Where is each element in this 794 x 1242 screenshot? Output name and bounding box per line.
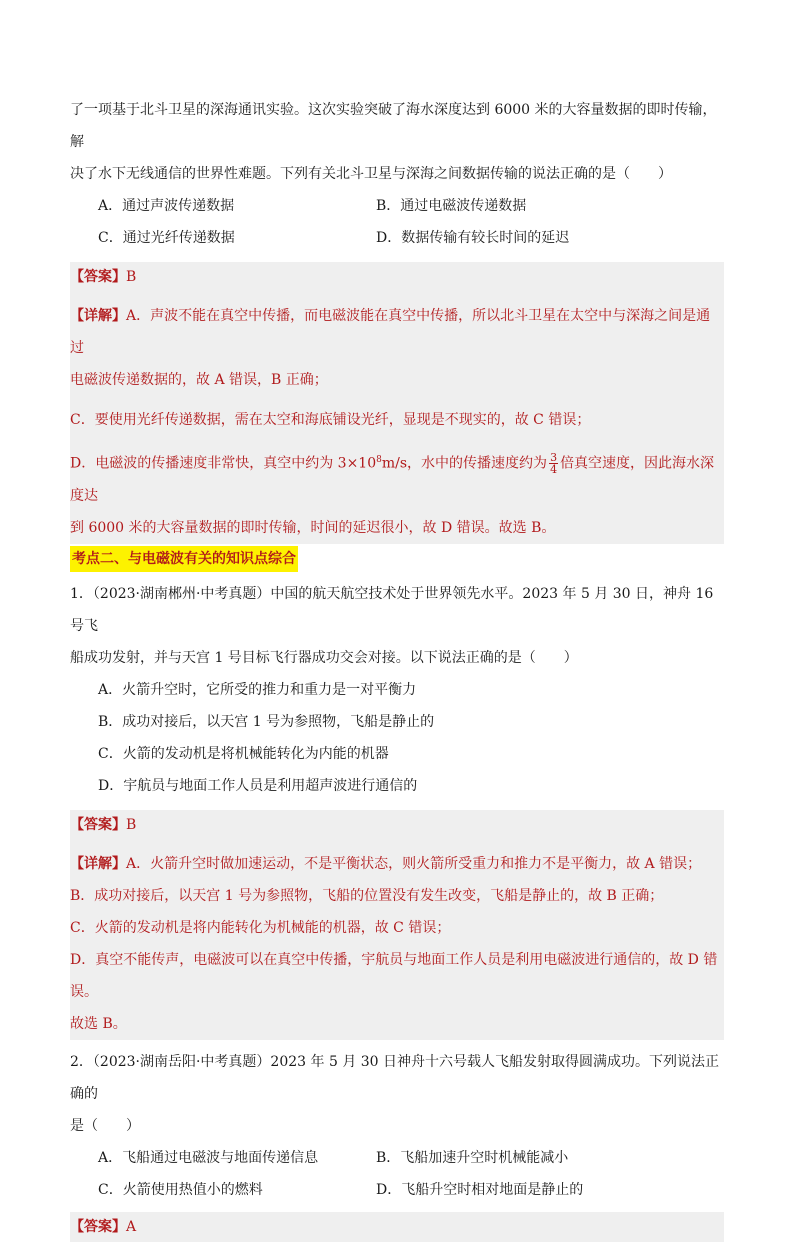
- intro-detail-a-line-1: 【详解】A．声波不能在真空中传播，而电磁波能在真空中传播，所以北斗卫星在太空中与深海之间是通过: [70, 308, 711, 356]
- q1-stem-line-2: 船成功发射，并与天宫 1 号目标飞行器成功交会对接。以下说法正确的是（ ）: [70, 649, 578, 666]
- q2-stem: [70, 1046, 724, 1142]
- intro-option-d: D．数据传输有较长时间的延迟: [376, 230, 570, 246]
- answer-value: B: [126, 816, 137, 833]
- intro-option-b: B．通过电磁波传递数据: [376, 198, 527, 214]
- intro-options-row-2: [70, 222, 724, 254]
- q1-detail-d-line-1: D．真空不能传声，电磁波可以在真空中传播，宇航员与地面工作人员是利用电磁波进行通信的，故 D 错: [70, 951, 718, 968]
- q2-stem-line-2: 是（ ）: [70, 1117, 140, 1134]
- intro-option-c: C．通过光纤传递数据: [98, 230, 235, 246]
- q2-option-a: A．飞船通过电磁波与地面传递信息: [98, 1149, 319, 1166]
- detail-tag: 【详解】: [70, 308, 126, 324]
- q1-option-row-c: [70, 738, 724, 770]
- answer-value: B: [126, 269, 137, 285]
- intro-options-row-1: [70, 190, 724, 222]
- intro-question-stem: [70, 94, 724, 190]
- intro-detail-a-line-2: 电磁波传递数据的，故 A 错误，B 正确；: [70, 372, 328, 388]
- answer-tag: 【答案】: [70, 269, 126, 285]
- intro-detail-d-line-2: 到 6000 米的大容量数据的即时传输，时间的延迟很小，故 D 错误。故选 B。: [70, 519, 556, 536]
- q1-detail-box: [70, 840, 724, 1040]
- intro-answer-box: [70, 262, 724, 292]
- q1-detail-c: C．火箭的发动机是将内能转化为机械能的机器，故 C 错误；: [70, 919, 451, 936]
- intro-stem-line-1: 了一项基于北斗卫星的深海通讯实验。这次实验突破了海水深度达到 6000 米的大容量数据的即时传输，解: [70, 102, 717, 150]
- q1-option-row-b: [70, 706, 724, 738]
- intro-stem-line-2: 决了水下无线通信的世界性难题。下列有关北斗卫星与深海之间数据传输的说法正确的是（ ）: [70, 166, 672, 182]
- intro-detail-c: C．要使用光纤传递数据，需在太空和海底铺设光纤，显现是不现实的，故 C 错误；: [70, 412, 591, 428]
- q2-options-row-2: [70, 1174, 724, 1206]
- q2-option-c: C．火箭使用热值小的燃料: [98, 1181, 263, 1198]
- detail-tag: 【详解】: [70, 855, 126, 872]
- q1-detail-b: B．成功对接后，以天宫 1 号为参照物，飞船的位置没有发生改变，飞船是静止的，故 B 正确；: [70, 887, 664, 904]
- answer-tag: 【答案】: [70, 816, 126, 833]
- q1-option-d: D．宇航员与地面工作人员是利用超声波进行通信的: [98, 777, 418, 794]
- q1-option-c: C．火箭的发动机是将机械能转化为内能的机器: [98, 745, 389, 762]
- fraction-three-quarters: $\frac{3}{4}$: [550, 451, 558, 477]
- intro-detail-d-line-1: D．电磁波的传播速度非常快，真空中约为 $3\times 10^8m/s$，水中的传播速度约为 $\frac{3}{4}$ 倍真空速度，因此海水深度达: [70, 451, 715, 504]
- q1-option-a: A．火箭升空时，它所受的推力和重力是一对平衡力: [98, 681, 417, 698]
- q2-option-d: D．飞船升空时相对地面是静止的: [376, 1181, 584, 1198]
- exponent: 8: [376, 455, 382, 465]
- q1-stem: [70, 578, 724, 674]
- q2-stem-line-1: 2．（2023·湖南岳阳·中考真题）2023 年 5 月 30 日神舟十六号载人飞船发射取得圆满成功。下列说法正确的: [70, 1053, 720, 1102]
- document-content: [70, 0, 724, 1242]
- q1-detail-d-line-2: 误。: [70, 983, 98, 1000]
- q2-option-b: B．飞船加速升空时机械能减小: [376, 1149, 569, 1166]
- q2-options-row-1: [70, 1142, 724, 1174]
- q1-option-row-a: [70, 674, 724, 706]
- q1-option-b: B．成功对接后，以天宫 1 号为参照物，飞船是静止的: [98, 713, 435, 730]
- intro-option-a: A．通过声波传递数据: [98, 198, 235, 214]
- q1-stem-line-1: 1．（2023·湖南郴州·中考真题）中国的航天航空技术处于世界领先水平。2023 年 5 月 30 日，神舟 16 号飞: [70, 585, 714, 634]
- q1-detail-a: 【详解】A．火箭升空时做加速运动，不是平衡状态，则火箭所受重力和推力不是平衡力，故 A 错误；: [70, 855, 702, 872]
- q1-answer-box: [70, 810, 724, 840]
- answer-value: A: [126, 1218, 137, 1235]
- q2-answer-box: [70, 1212, 724, 1242]
- intro-detail-box: [70, 292, 724, 544]
- q1-option-row-d: [70, 770, 724, 802]
- section-title: 考点二、与电磁波有关的知识点综合: [70, 546, 298, 572]
- answer-tag: 【答案】: [70, 1218, 126, 1235]
- q1-detail-conclusion: 故选 B。: [70, 1015, 127, 1032]
